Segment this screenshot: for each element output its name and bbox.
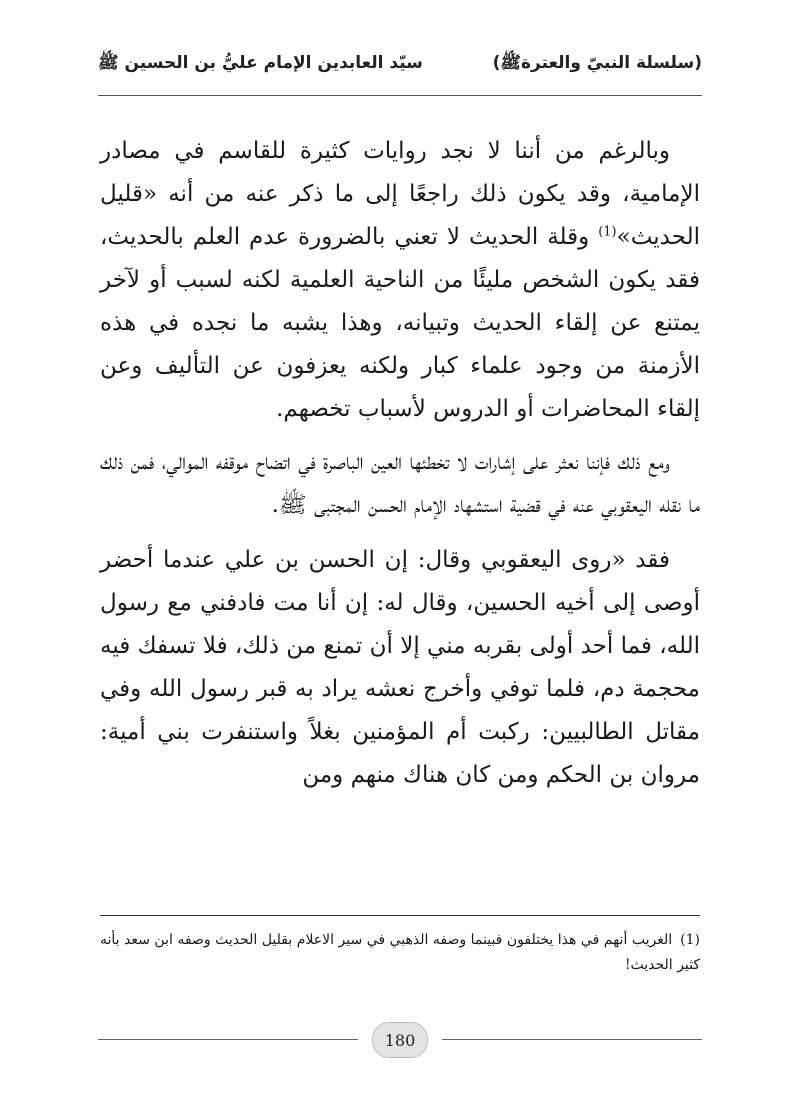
paragraph-1-text-a: وبالرغم من أننا لا نجد روايات كثيرة للقاسم في مصادر الإمامية، وقد يكون ذلك راجعًا إلى ما ذكر عنه من أنه «قليل الحديث» <box>100 138 700 250</box>
page-number: 180 <box>372 1022 428 1058</box>
footnote-text: الغريب أنهم في هذا يختلفون فبينما وصفه الذهبي في سير الاعلام بقليل الحديث وصفه ابن سعد بأنه كثير الحديث! <box>100 932 700 973</box>
running-header <box>98 52 702 96</box>
paragraph-2: ومع ذلك فإننا نعثر على إشارات لا تخطئها العين الباصرة في اتضاح موقفه الموالي، فمن ذلك ما نقله اليعقوبي عنه في قضية استشهاد الإمام الحسن المجتبى ﷺ. <box>100 449 700 518</box>
body-text <box>100 130 700 807</box>
footnote-rule <box>100 915 700 916</box>
footer-rule-right <box>442 1039 702 1040</box>
series-title: (سلسلة النبيّ والعترةﷺ) <box>492 53 702 73</box>
paragraph-1-text-b: وقلة الحديث لا تعني بالضرورة عدم العلم بالحديث، فقد يكون الشخص مليئًا من الناحية العلمية لكنه لسبب أو لآخر يمتنع عن إلقاء الحديث وتبيانه، وهذا يشبه ما نجده في هذه الأزمنة من وجود علماء كبار ولكنه يعزفون عن التأليف وعن إلقاء المحاضرات أو الدروس لأسباب تخصهم. <box>100 224 700 422</box>
header-rule <box>98 95 702 96</box>
footnote-reference[interactable]: (1) <box>598 224 617 240</box>
footnote <box>100 928 700 978</box>
chapter-title: سيّد العابدين الإمام عليُّ بن الحسين ﷺ <box>98 53 423 73</box>
page-footer <box>98 1022 702 1058</box>
paragraph-1 <box>100 130 700 431</box>
paragraph-3: فقد «روى اليعقوبي وقال: إن الحسن بن علي عندما أحضر أوصى إلى أخيه الحسين، وقال له: إن أنا مت فادفني مع رسول الله، فما أحد أولى بقربه مني إلا أن تمنع من ذلك، فلا تسفك فيه محجمة دم، فلما توفي وأخرج نعشه يراد به قبر رسول الله وفي مقاتل الطالبيين: ركبت أم المؤمنين بغلاً واستنفرت بني أمية: مروان بن الحكم ومن كان هناك منهم ومن <box>100 547 700 788</box>
footer-rule-left <box>98 1039 358 1040</box>
footnote-number: (1) <box>680 932 700 948</box>
